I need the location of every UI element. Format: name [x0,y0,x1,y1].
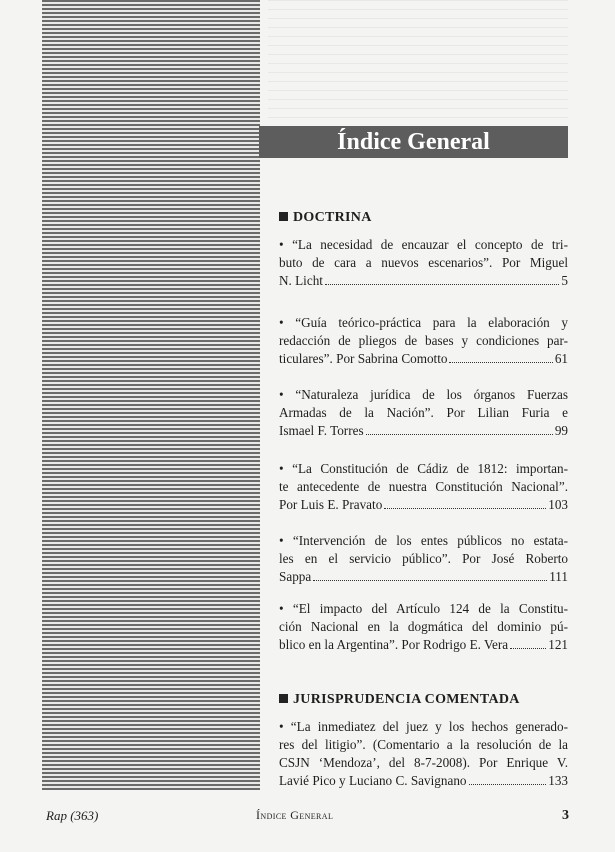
bleed-through-text [268,0,568,118]
section-heading-jurisprudencia: JURISPRUDENCIA COMENTADA [279,692,520,708]
square-bullet-icon [279,212,288,221]
section-heading-doctrina: DOCTRINA [279,210,372,226]
toc-entry: • “Naturaleza jurídica de los órganos Fuerzas Armadas de la Nación”. Por Lilian Furia e Ismael F. Torres 99 [279,387,568,438]
page-number: 133 [548,773,568,788]
square-bullet-icon [279,694,288,703]
page-title: Índice General [259,126,568,158]
dot-leader [366,434,553,435]
page-number: 99 [554,423,568,438]
dot-leader [384,508,546,509]
page-number: 61 [554,351,568,366]
page-number: 103 [548,497,568,512]
toc-entry: • “La necesidad de encauzar el concepto de tri- buto de cara a nuevos escenarios”. Por Miguel N. Licht 5 [279,237,568,288]
dot-leader [313,580,547,581]
footer-running-title: Índice General [256,808,334,822]
page-number: 121 [548,637,568,652]
footer-page-number: 3 [562,808,569,823]
toc-entry: • “La inmediatez del juez y los hechos generado- res del litigio”. (Comentario a la resolución de la CSJN ‘Mendoza’, del 8-7-2008). Por Enrique V. Lavié Pico y Luciano C. Savignano 133 [279,719,568,788]
footer-journal-issue: Rap (363) [46,808,99,823]
toc-entry: • “Guía teórico-práctica para la elaboración y redacción de pliegos de bases y condiciones par- ticulares”. Por Sabrina Comotto 61 [279,315,568,366]
dot-leader [469,784,547,785]
page-number: 5 [561,273,568,288]
toc-entry: • “Intervención de los entes públicos no estata- les en el servicio público”. Por José Roberto Sappa 111 [279,533,568,584]
toc-entry: • “El impacto del Artículo 124 de la Constitu- ción Nacional en la dogmática del dominio pú- blico en la Argentina”. Por Rodrigo E. Vera 121 [279,601,568,652]
page-number: 111 [549,569,568,584]
dot-leader [449,362,552,363]
toc-entry: • “La Constitución de Cádiz de 1812: importan- te antecedente de nuestra Constitución Nacional”. Por Luis E. Pravato 103 [279,461,568,512]
dot-leader [325,284,559,285]
dot-leader [510,648,546,649]
decorative-stripe-column [42,0,260,790]
